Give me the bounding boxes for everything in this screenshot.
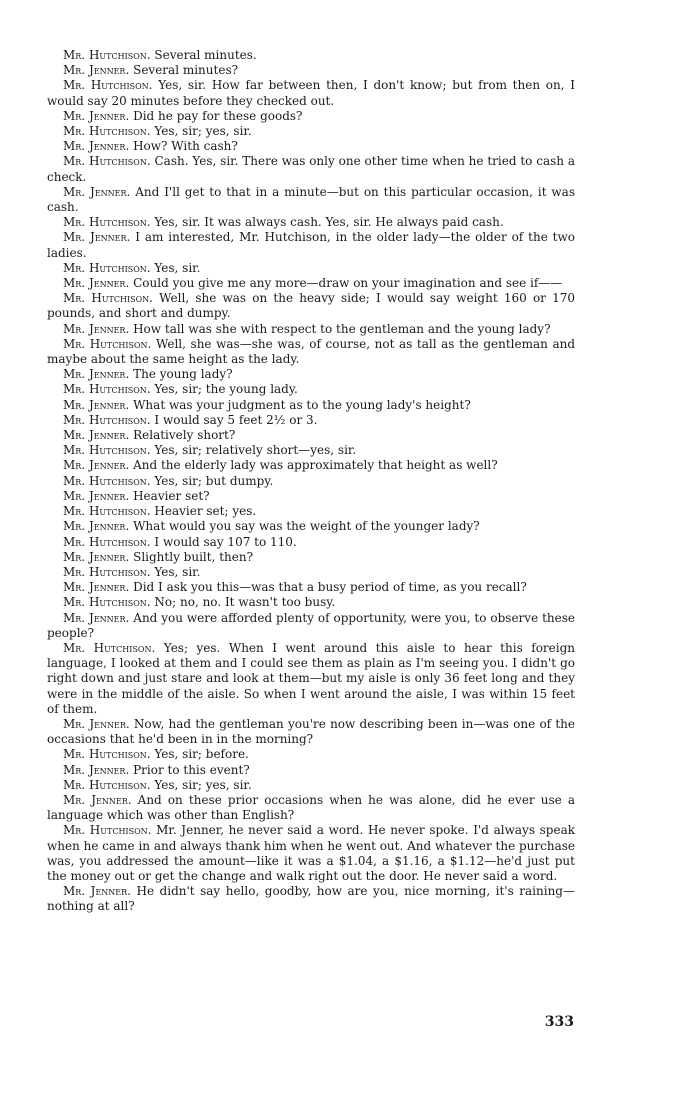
testimony-text: I am interested, Mr. Hutchison, in the older lady—the older of the two ladies. xyxy=(47,230,576,260)
speaker-name: Mr. Hutchison. xyxy=(63,78,153,93)
testimony-paragraph xyxy=(47,565,575,580)
speaker-name: Mr. Jenner. xyxy=(63,549,130,564)
testimony-paragraph xyxy=(47,595,575,610)
testimony-paragraph xyxy=(47,641,575,717)
testimony-text: Yes; yes. When I went around this aisle to hear this foreign language, I looked at them and I could see them as plain as I'm seeing you. I didn't go right down and just stare and look at them—but my aisle is only 36 feet long and they were in the middle of the aisle. So when I went around the aisle, I was within 15 feet of them. xyxy=(47,640,575,716)
testimony-paragraph xyxy=(47,413,575,428)
speaker-name: Mr. Hutchison. xyxy=(63,777,151,792)
speaker-name: Mr. Jenner. xyxy=(63,488,130,503)
speaker-name: Mr. Hutchison. xyxy=(63,412,151,427)
testimony-text: What was your judgment as to the young lady's height? xyxy=(129,397,471,412)
speaker-name: Mr. Hutchison. xyxy=(63,154,151,169)
testimony-paragraph xyxy=(47,550,575,565)
testimony-text: He didn't say hello, goodby, how are you, nice morning, it's raining—nothing at all? xyxy=(47,884,575,914)
testimony-text: Prior to this event? xyxy=(129,762,250,777)
speaker-name: Mr. Hutchison. xyxy=(63,564,151,579)
testimony-text: How tall was she with respect to the gentleman and the young lady? xyxy=(129,321,551,336)
speaker-name: Mr. Jenner. xyxy=(63,792,132,807)
testimony-paragraph xyxy=(47,458,575,473)
testimony-paragraph xyxy=(47,747,575,762)
testimony-paragraph xyxy=(47,443,575,458)
testimony-paragraph xyxy=(47,124,575,139)
testimony-text: I would say 5 feet 2½ or 3. xyxy=(150,412,318,427)
testimony-paragraph xyxy=(47,489,575,504)
testimony-text: Yes, sir. xyxy=(150,260,201,275)
speaker-name: Mr. Jenner. xyxy=(63,762,130,777)
testimony-text: Well, she was on the heavy side; I would say weight 160 or 170 pounds, and short and dumpy. xyxy=(47,291,576,321)
testimony-text: Yes, sir; yes, sir. xyxy=(150,124,252,139)
testimony-text: Yes, sir; the young lady. xyxy=(150,382,298,397)
testimony-paragraph xyxy=(47,398,575,413)
speaker-name: Mr. Jenner. xyxy=(63,610,130,625)
testimony-paragraph xyxy=(47,535,575,550)
testimony-paragraph xyxy=(47,185,575,215)
testimony-text: Several minutes? xyxy=(129,63,239,78)
speaker-name: Mr. Hutchison. xyxy=(63,291,153,306)
speaker-name: Mr. Hutchison. xyxy=(63,48,151,62)
testimony-paragraph xyxy=(47,763,575,778)
testimony-paragraph xyxy=(47,382,575,397)
speaker-name: Mr. Hutchison. xyxy=(63,336,152,351)
testimony-paragraph xyxy=(47,261,575,276)
speaker-name: Mr. Hutchison. xyxy=(63,595,151,610)
speaker-name: Mr. Jenner. xyxy=(63,108,130,123)
speaker-name: Mr. Hutchison. xyxy=(63,215,151,230)
testimony-text: The young lady? xyxy=(129,367,233,382)
testimony-text: I would say 107 to 110. xyxy=(150,534,297,549)
speaker-name: Mr. Jenner. xyxy=(63,884,131,899)
speaker-name: Mr. Hutchison. xyxy=(63,443,151,458)
testimony-paragraph xyxy=(47,884,575,914)
testimony-text: Well, she was—she was, of course, not as tall as the gentleman and maybe about the same height as the lady. xyxy=(47,336,576,367)
testimony-paragraph xyxy=(47,230,575,260)
testimony-text: What would you say was the weight of the younger lady? xyxy=(129,519,480,534)
testimony-text: Heavier set; yes. xyxy=(150,504,257,519)
page-number: 333 xyxy=(544,1014,574,1030)
speaker-name: Mr. Jenner. xyxy=(63,519,130,534)
testimony-paragraph xyxy=(47,611,575,641)
testimony-paragraph xyxy=(47,337,575,367)
testimony-paragraph xyxy=(47,109,575,124)
speaker-name: Mr. Jenner. xyxy=(63,428,130,443)
testimony-text: Yes, sir. How far between then, I don't know; but from then on, I would say 20 minutes before they checked out. xyxy=(47,78,575,108)
transcript-body xyxy=(47,48,575,915)
testimony-text: Heavier set? xyxy=(129,488,210,503)
testimony-text: Yes, sir; relatively short—yes, sir. xyxy=(150,443,357,458)
speaker-name: Mr. Jenner. xyxy=(63,230,131,245)
testimony-paragraph xyxy=(47,474,575,489)
testimony-text: Cash. Yes, sir. There was only one other time when he tried to cash a check. xyxy=(47,154,576,184)
testimony-paragraph xyxy=(47,63,575,78)
testimony-paragraph xyxy=(47,717,575,747)
testimony-paragraph xyxy=(47,139,575,154)
testimony-text: Yes, sir; yes, sir. xyxy=(150,777,252,792)
speaker-name: Mr. Jenner. xyxy=(63,276,130,291)
testimony-text: Yes, sir. It was always cash. Yes, sir. He always paid cash. xyxy=(150,215,504,230)
speaker-name: Mr. Jenner. xyxy=(63,367,130,382)
testimony-text: And the elderly lady was approximately that height as well? xyxy=(129,458,498,473)
speaker-name: Mr. Hutchison. xyxy=(63,823,152,838)
testimony-paragraph xyxy=(47,823,575,884)
speaker-name: Mr. Hutchison. xyxy=(63,534,151,549)
testimony-text: Yes, sir; before. xyxy=(150,747,249,762)
speaker-name: Mr. Jenner. xyxy=(63,580,130,595)
testimony-text: Did I ask you this—was that a busy period of time, as you recall? xyxy=(129,580,527,595)
testimony-paragraph xyxy=(47,322,575,337)
testimony-text: And I'll get to that in a minute—but on this particular occasion, it was cash. xyxy=(47,184,575,215)
speaker-name: Mr. Hutchison. xyxy=(63,260,151,275)
testimony-text: Slightly built, then? xyxy=(129,549,254,564)
testimony-text: And you were afforded plenty of opportunity, were you, to observe these people? xyxy=(47,610,575,640)
testimony-text: Relatively short? xyxy=(129,428,236,443)
testimony-text: Mr. Jenner, he never said a word. He never spoke. I'd always speak when he came in and always thank him when he went out. And whatever the purchase was, you addressed the amount—like it was a $1.04, a $1.16, a $1.12—he'd just put the money out or get the change and walk right out the door. He never said a word. xyxy=(47,823,576,883)
speaker-name: Mr. Jenner. xyxy=(63,63,130,78)
speaker-name: Mr. Hutchison. xyxy=(63,473,151,488)
speaker-name: Mr. Hutchison. xyxy=(63,504,151,519)
testimony-paragraph xyxy=(47,215,575,230)
testimony-paragraph xyxy=(47,504,575,519)
testimony-text: Several minutes. xyxy=(150,48,257,62)
testimony-paragraph xyxy=(47,78,575,108)
speaker-name: Mr. Jenner. xyxy=(63,397,130,412)
speaker-name: Mr. Hutchison. xyxy=(63,124,151,139)
testimony-paragraph xyxy=(47,519,575,534)
testimony-paragraph xyxy=(47,276,575,291)
testimony-text: Now, had the gentleman you're now describing been in—was one of the occasions that he'd been in in the morning? xyxy=(47,716,575,747)
testimony-text: Could you give me any more—draw on your imagination and see if—— xyxy=(129,276,563,291)
testimony-text: Did he pay for these goods? xyxy=(129,108,303,123)
testimony-paragraph xyxy=(47,291,575,321)
testimony-paragraph xyxy=(47,154,575,184)
speaker-name: Mr. Hutchison. xyxy=(63,382,151,397)
testimony-paragraph xyxy=(47,793,575,823)
testimony-paragraph xyxy=(47,778,575,793)
testimony-text: Yes, sir. xyxy=(150,564,201,579)
testimony-text: Yes, sir; but dumpy. xyxy=(150,473,274,488)
speaker-name: Mr. Jenner. xyxy=(63,321,130,336)
testimony-paragraph xyxy=(47,48,575,63)
speaker-name: Mr. Jenner. xyxy=(63,184,131,199)
speaker-name: Mr. Jenner. xyxy=(63,139,130,154)
speaker-name: Mr. Jenner. xyxy=(63,716,130,731)
testimony-text: And on these prior occasions when he was alone, did he ever use a language which was other than English? xyxy=(47,792,575,823)
testimony-paragraph xyxy=(47,367,575,382)
speaker-name: Mr. Jenner. xyxy=(63,458,130,473)
speaker-name: Mr. Hutchison. xyxy=(63,747,151,762)
testimony-text: How? With cash? xyxy=(129,139,238,154)
testimony-paragraph xyxy=(47,428,575,443)
testimony-paragraph xyxy=(47,580,575,595)
testimony-text: No; no, no. It wasn't too busy. xyxy=(150,595,336,610)
speaker-name: Mr. Hutchison. xyxy=(63,640,156,655)
